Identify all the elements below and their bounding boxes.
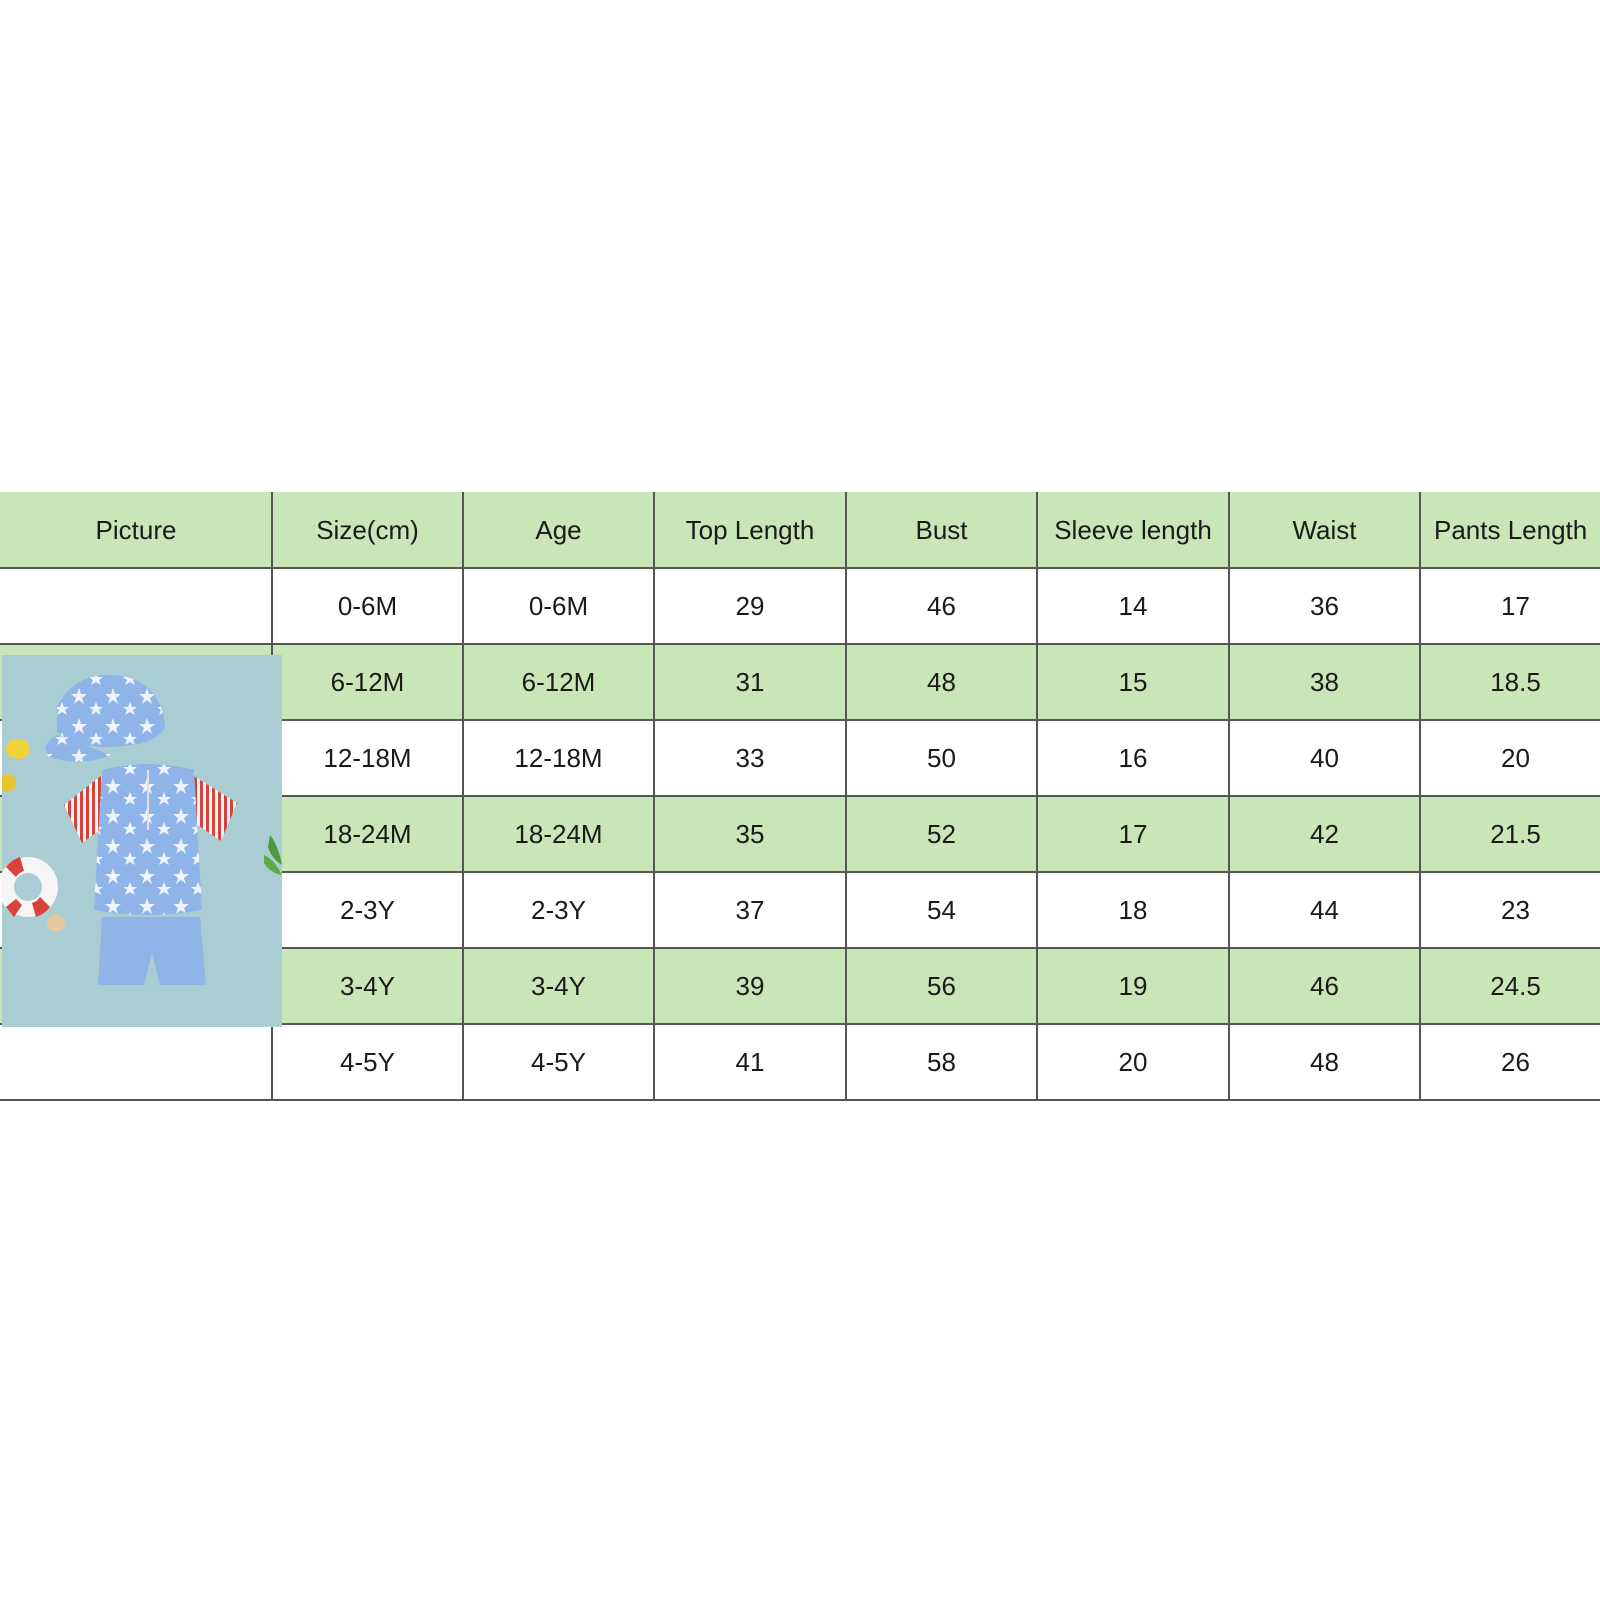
- cell-top-length: 41: [735, 1046, 765, 1077]
- header-size: Size(cm): [316, 514, 419, 545]
- cell-pants: 24.5: [1490, 970, 1541, 1001]
- cell-age: 2-3Y: [531, 894, 586, 925]
- header-pants-length: Pants Length: [1434, 514, 1588, 545]
- grid-line: [653, 492, 655, 1101]
- cell-size: 6-12M: [330, 666, 405, 697]
- cell-pants: 23: [1501, 894, 1530, 925]
- table-row: [0, 1024, 1600, 1100]
- cell-bust: 54: [927, 894, 956, 925]
- cell-waist: 46: [1310, 970, 1339, 1001]
- cell-size: 4-5Y: [340, 1046, 395, 1077]
- cell-waist: 38: [1310, 666, 1339, 697]
- cell-size: 3-4Y: [340, 970, 395, 1001]
- grid-line: [1419, 492, 1421, 1101]
- grid-line: [462, 492, 464, 1101]
- cell-sleeve: 14: [1118, 590, 1148, 621]
- cell-sleeve: 17: [1118, 818, 1148, 849]
- cell-pants: 17: [1501, 590, 1530, 621]
- cell-pants: 26: [1501, 1046, 1530, 1077]
- cell-waist: 40: [1310, 742, 1339, 773]
- cell-bust: 56: [927, 970, 956, 1001]
- header-top-length: Top Length: [685, 514, 815, 545]
- grid-line: [1036, 492, 1038, 1101]
- cell-sleeve: 16: [1118, 742, 1148, 773]
- product-photo: [2, 655, 282, 1027]
- cell-age: 6-12M: [521, 666, 596, 697]
- grid-line: [845, 492, 847, 1101]
- grid-line: [0, 567, 1600, 569]
- header-bust: Bust: [915, 514, 968, 545]
- cell-size: 18-24M: [323, 818, 412, 849]
- cell-top-length: 37: [735, 894, 765, 925]
- cell-pants: 21.5: [1490, 818, 1541, 849]
- cell-top-length: 29: [735, 590, 765, 621]
- cell-waist: 48: [1310, 1046, 1339, 1077]
- cell-bust: 46: [927, 590, 956, 621]
- cell-sleeve: 19: [1118, 970, 1148, 1001]
- cell-top-length: 39: [735, 970, 765, 1001]
- table-header-row: [0, 492, 1600, 568]
- cell-size: 12-18M: [323, 742, 412, 773]
- header-waist: Waist: [1292, 514, 1357, 545]
- cell-size: 0-6M: [337, 590, 398, 621]
- grid-line: [0, 643, 1600, 645]
- cell-sleeve: 18: [1118, 894, 1148, 925]
- cell-size: 2-3Y: [340, 894, 395, 925]
- cell-bust: 58: [927, 1046, 956, 1077]
- cell-bust: 48: [927, 666, 956, 697]
- cell-top-length: 31: [735, 666, 765, 697]
- grid-line: [1228, 492, 1230, 1101]
- cell-sleeve: 15: [1118, 666, 1148, 697]
- cell-top-length: 33: [735, 742, 765, 773]
- cell-pants: 20: [1501, 742, 1530, 773]
- cell-age: 0-6M: [528, 590, 589, 621]
- grid-line: [0, 1099, 1600, 1101]
- cell-bust: 50: [927, 742, 956, 773]
- cell-top-length: 35: [735, 818, 765, 849]
- cell-waist: 42: [1310, 818, 1339, 849]
- swimsuit-illustration: [2, 655, 282, 1027]
- cell-waist: 44: [1310, 894, 1339, 925]
- header-picture: Picture: [95, 514, 177, 545]
- cell-waist: 36: [1310, 590, 1339, 621]
- header-sleeve-length: Sleeve length: [1054, 514, 1212, 545]
- cell-bust: 52: [927, 818, 956, 849]
- header-age: Age: [535, 514, 582, 545]
- table-row: [0, 568, 1600, 644]
- cell-age: 18-24M: [514, 818, 603, 849]
- cell-age: 3-4Y: [531, 970, 586, 1001]
- cell-age: 4-5Y: [531, 1046, 586, 1077]
- cell-pants: 18.5: [1490, 666, 1541, 697]
- cell-age: 12-18M: [514, 742, 603, 773]
- cell-sleeve: 20: [1118, 1046, 1148, 1077]
